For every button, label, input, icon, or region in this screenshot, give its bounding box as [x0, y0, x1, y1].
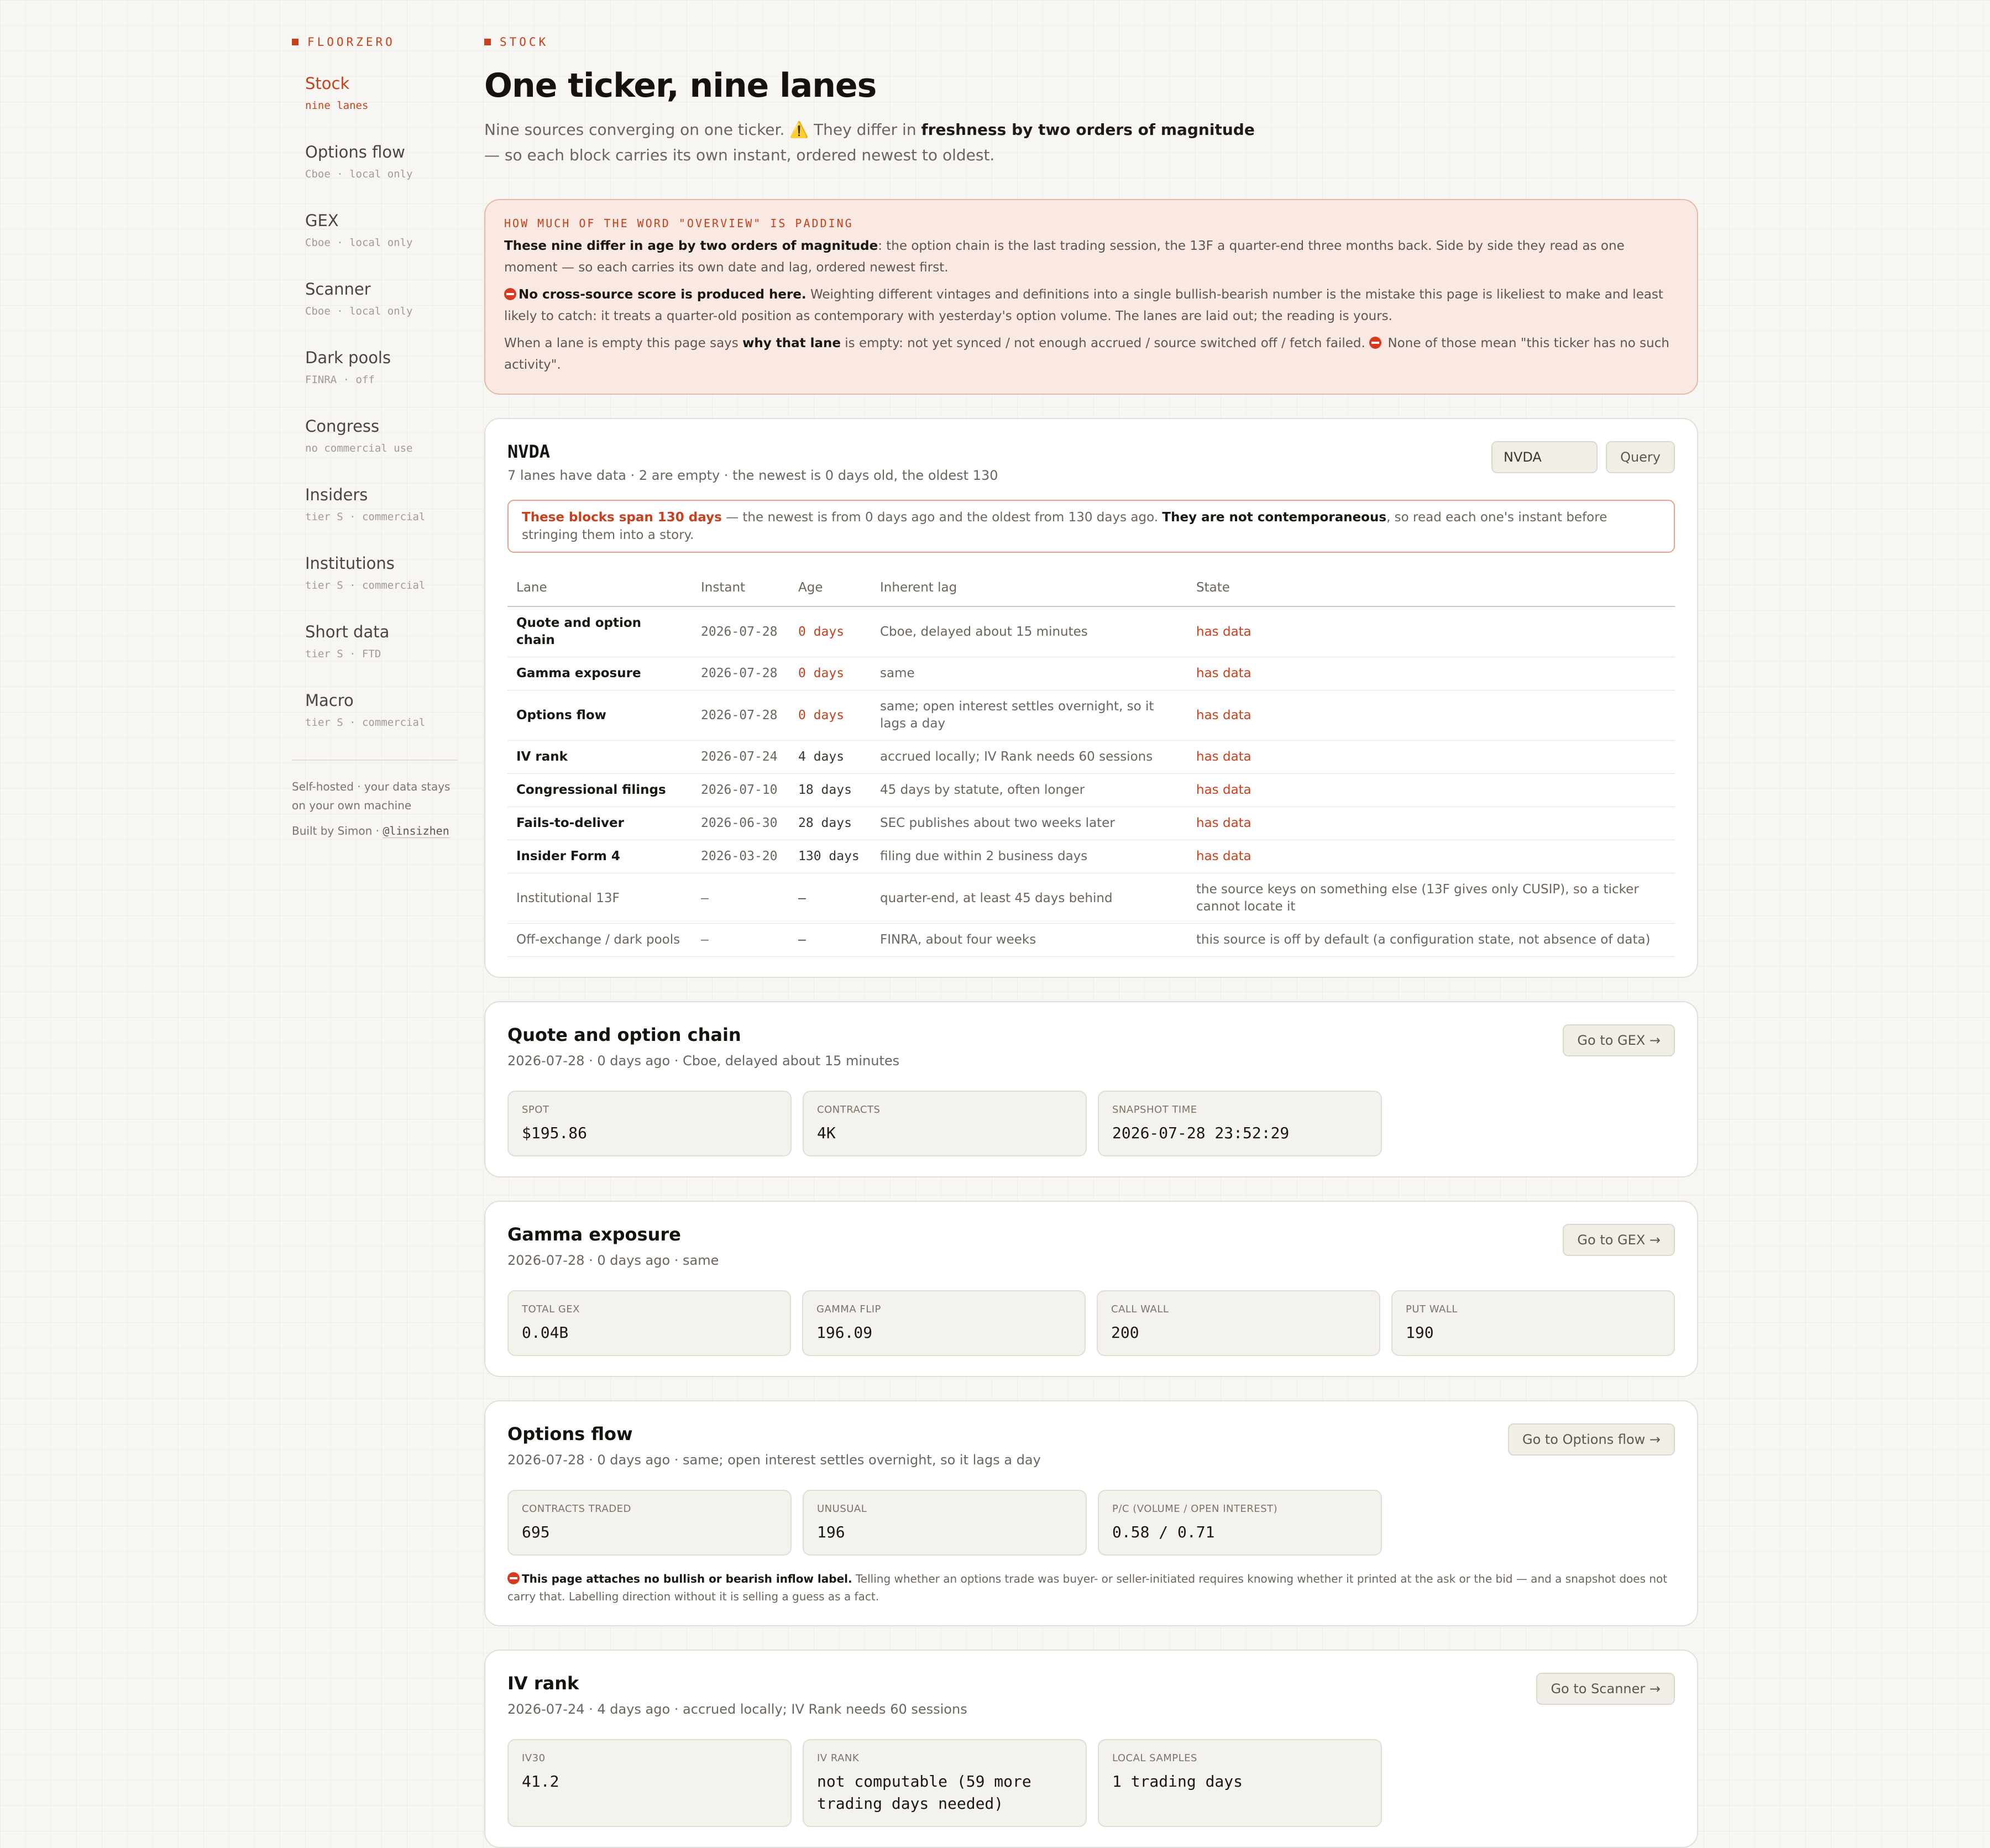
sidebar-item-sub: tier S · commercial	[305, 579, 426, 591]
built-by	[292, 821, 458, 840]
lane-instant: —	[692, 873, 789, 924]
lane-state: this source is off by default (a configuration state, not absence of data)	[1187, 924, 1675, 957]
callout-heading: HOW MUCH OF THE WORD "OVERVIEW" IS PADDING	[504, 217, 853, 230]
stat-value: 200	[1111, 1323, 1139, 1342]
sidebar-item-label: GEX	[305, 211, 339, 230]
quote-card	[484, 1001, 1698, 1177]
lane-lag: FINRA, about four weeks	[871, 924, 1187, 957]
card-title: Options flow	[507, 1423, 633, 1444]
lane-age: 28 days	[789, 807, 871, 840]
stat-value: not computable (59 more trading days needed)	[817, 1772, 1031, 1813]
table-row[interactable]	[507, 873, 1675, 924]
stat-label: PUT WALL	[1406, 1303, 1458, 1315]
lane-state: has data	[1187, 741, 1675, 774]
main-content	[484, 35, 1698, 1848]
callout-text: None of those mean "this ticker has no such activity".	[504, 336, 1669, 372]
sidebar-item-sub: tier S · commercial	[305, 716, 426, 729]
stat-contracts-traded	[507, 1490, 792, 1556]
lane-name: Fails-to-deliver	[507, 807, 692, 840]
sidebar-item-sub: tier S · FTD	[305, 648, 381, 660]
sidebar-item-insiders[interactable]	[305, 485, 458, 554]
stat-value: 41.2	[522, 1772, 559, 1791]
sidebar-item-sub: Cboe · local only	[305, 168, 413, 180]
stat-label: GAMMA FLIP	[816, 1303, 881, 1315]
stat-row	[507, 1091, 1675, 1156]
lane-age: 0 days	[789, 690, 871, 741]
callout-emphasis: No cross-source score is produced here.	[519, 287, 807, 302]
sidebar-item-label: Options flow	[305, 143, 405, 161]
lane-lag: accrued locally; IV Rank needs 60 sessions	[871, 741, 1187, 774]
card-title: Quote and option chain	[507, 1024, 741, 1045]
go-to-scanner-button[interactable]: Go to Scanner →	[1536, 1673, 1675, 1705]
card-subtitle: 2026-07-28 · 0 days ago · same; open interest settles overnight, so it lags a day	[507, 1452, 1041, 1468]
column-header-age: Age	[789, 569, 871, 606]
column-header-instant: Instant	[692, 569, 789, 606]
lane-instant: 2026-07-10	[692, 774, 789, 807]
self-hosted-note: Self-hosted · your data stays on your own machine	[292, 780, 451, 812]
stat-put-call-ratio	[1098, 1490, 1382, 1556]
sidebar-item-sub: no commercial use	[305, 442, 413, 454]
stat-row	[507, 1739, 1675, 1827]
lane-lag: filing due within 2 business days	[871, 840, 1187, 873]
card-subtitle: 2026-07-28 · 0 days ago · same	[507, 1253, 719, 1268]
no-entry-icon	[507, 1572, 520, 1584]
lede-text: They differ in	[809, 121, 921, 139]
stat-value: 196.09	[816, 1323, 873, 1342]
sidebar-item-label: Stock	[305, 74, 350, 93]
stat-local-samples	[1098, 1739, 1382, 1827]
stat-value: 190	[1406, 1323, 1434, 1342]
lane-age: 0 days	[789, 657, 871, 690]
stat-label: SNAPSHOT TIME	[1112, 1104, 1197, 1116]
card-title: IV rank	[507, 1673, 579, 1694]
lane-name: Gamma exposure	[507, 657, 692, 690]
table-row[interactable]	[507, 741, 1675, 774]
warning-icon: ⚠️	[789, 121, 809, 139]
ticker-input[interactable]	[1491, 441, 1598, 473]
sidebar-item-label: Short data	[305, 622, 390, 641]
lane-instant: 2026-06-30	[692, 807, 789, 840]
query-button[interactable]: Query	[1606, 441, 1675, 473]
card-subtitle: 2026-07-24 · 4 days ago · accrued locally; IV Rank needs 60 sessions	[507, 1702, 967, 1717]
card-subtitle: 2026-07-28 · 0 days ago · Cboe, delayed about 15 minutes	[507, 1053, 900, 1069]
stat-unusual	[803, 1490, 1087, 1556]
lane-age: —	[789, 924, 871, 957]
stat-label: CALL WALL	[1111, 1303, 1169, 1315]
gamma-exposure-card	[484, 1201, 1698, 1377]
lane-age: 130 days	[789, 840, 871, 873]
card-title: Gamma exposure	[507, 1224, 681, 1245]
stat-label: UNUSUAL	[817, 1503, 867, 1515]
lane-name: Congressional filings	[507, 774, 692, 807]
stat-label: LOCAL SAMPLES	[1112, 1752, 1197, 1764]
sidebar-item-sub: tier S · commercial	[305, 511, 426, 523]
column-header-lag: Inherent lag	[871, 569, 1187, 606]
span-warning-emphasis: They are not contemporaneous	[1162, 510, 1387, 525]
sidebar-item-label: Institutions	[305, 554, 395, 573]
flow-disclaimer	[507, 1570, 1675, 1605]
sidebar-divider	[292, 760, 458, 761]
stat-label: CONTRACTS	[817, 1104, 881, 1116]
go-to-gex-button[interactable]: Go to GEX →	[1563, 1224, 1675, 1256]
stat-put-wall	[1391, 1290, 1675, 1356]
lane-state: has data	[1187, 606, 1675, 657]
callout-text: When a lane is empty this page says	[504, 336, 743, 350]
lane-lag: same	[871, 657, 1187, 690]
overview-callout	[484, 199, 1698, 395]
sidebar-item-short-data[interactable]	[305, 622, 458, 691]
sidebar-item-institutions[interactable]	[305, 554, 458, 622]
table-row[interactable]	[507, 924, 1675, 957]
lane-age: 18 days	[789, 774, 871, 807]
stat-value: 196	[817, 1523, 845, 1541]
stat-label: TOTAL GEX	[522, 1303, 580, 1315]
callout-text: : the option chain is the last trading session, the 13F a quarter-end three months back. Side by side they read as one moment — so each carries its own date and lag, ordered newest first.	[504, 239, 1625, 275]
sidebar-item-sub: Cboe · local only	[305, 305, 413, 317]
lane-state: has data	[1187, 690, 1675, 741]
span-warning-text: — the newest is from 0 days ago and the oldest from 130 days ago.	[721, 510, 1162, 525]
stat-row	[507, 1490, 1675, 1556]
sidebar	[292, 35, 458, 840]
sidebar-item-scanner[interactable]	[305, 280, 458, 348]
lane-lag: Cboe, delayed about 15 minutes	[871, 606, 1187, 657]
lane-name: Insider Form 4	[507, 840, 692, 873]
callout-emphasis: why that lane	[742, 336, 841, 350]
table-row[interactable]	[507, 606, 1675, 657]
span-warning-highlight: These blocks span 130 days	[522, 510, 722, 525]
table-row[interactable]	[507, 840, 1675, 873]
flow-disclaimer-text: Telling whether an options trade was buyer- or seller-initiated requires knowing whether it printed at the ask or the bid — and a snapshot does not carry that. Labelling direction without it is selling a guess as a fact.	[507, 1572, 1668, 1603]
lane-name: Off-exchange / dark pools	[507, 924, 692, 957]
lane-instant: —	[692, 924, 789, 957]
lane-name: Institutional 13F	[507, 873, 692, 924]
sidebar-item-congress[interactable]	[305, 417, 458, 485]
lede-emphasis: freshness by two orders of magnitude	[921, 121, 1255, 139]
stat-snapshot-time	[1098, 1091, 1382, 1156]
lede-text: Nine sources converging on one ticker.	[484, 121, 790, 139]
column-header-state: State	[1187, 569, 1675, 606]
table-row[interactable]	[507, 657, 1675, 690]
lane-age: 4 days	[789, 741, 871, 774]
sidebar-item-label: Macro	[305, 691, 354, 710]
stat-gamma-flip	[802, 1290, 1086, 1356]
stat-value: 2026-07-28 23:52:29	[1112, 1124, 1290, 1142]
stat-contracts	[803, 1091, 1087, 1156]
stat-total-gex	[507, 1290, 791, 1356]
lane-instant: 2026-07-28	[692, 657, 789, 690]
sidebar-item-stock[interactable]	[305, 74, 458, 143]
ticker-summary: 7 lanes have data · 2 are empty · the newest is 0 days old, the oldest 130	[507, 468, 998, 483]
lane-state: the source keys on something else (13F gives only CUSIP), so a ticker cannot locate it	[1187, 873, 1675, 924]
stat-value: $195.86	[522, 1124, 588, 1142]
lane-state: has data	[1187, 774, 1675, 807]
stat-label: P/C (VOLUME / OPEN INTEREST)	[1112, 1503, 1278, 1515]
brand-square-icon	[292, 39, 298, 45]
callout-text: Weighting different vintages and definitions into a single bullish-bearish number is the mistake this page is likeliest to make and least likely to catch: it treats a quarter-old position as contemporary with yesterday's option volume. The lanes are laid out; the reading is yours.	[504, 287, 1663, 323]
callout-text: is empty: not yet synced / not enough accrued / source switched off / fetch failed.	[840, 336, 1370, 350]
lane-age: 0 days	[789, 606, 871, 657]
brand-name: FLOORZERO	[307, 35, 395, 49]
lane-instant: 2026-07-28	[692, 690, 789, 741]
lane-lag: 45 days by statute, often longer	[871, 774, 1187, 807]
ticker-overview-card	[484, 418, 1698, 978]
page-kicker	[484, 35, 1698, 49]
kicker-square-icon	[484, 39, 491, 45]
lane-lag: quarter-end, at least 45 days behind	[871, 873, 1187, 924]
sidebar-item-label: Dark pools	[305, 348, 391, 367]
lane-instant: 2026-03-20	[692, 840, 789, 873]
sidebar-item-dark-pools[interactable]	[305, 348, 458, 417]
span-warning-text: , so read each one's instant before stringing them into a story.	[522, 510, 1607, 542]
iv-rank-card	[484, 1650, 1698, 1848]
stat-value: 4K	[817, 1124, 836, 1142]
span-warning	[507, 500, 1675, 553]
options-flow-card	[484, 1400, 1698, 1626]
lane-state: has data	[1187, 840, 1675, 873]
lede-text: — so each block carries its own instant, ordered newest to oldest.	[484, 146, 995, 164]
go-to-options-flow-button[interactable]: Go to Options flow →	[1508, 1423, 1675, 1456]
lane-name: Options flow	[507, 690, 692, 741]
brand[interactable]	[292, 35, 458, 49]
ticker-symbol: NVDA	[507, 441, 551, 462]
sidebar-item-sub: FINRA · off	[305, 374, 375, 386]
no-entry-icon	[504, 288, 516, 300]
callout-paragraph	[504, 235, 1679, 279]
stat-value: 0.58 / 0.71	[1112, 1523, 1215, 1541]
stat-iv30	[507, 1739, 792, 1827]
callout-paragraph	[504, 284, 1679, 327]
lane-name: IV rank	[507, 741, 692, 774]
lane-state: has data	[1187, 657, 1675, 690]
stat-label: SPOT	[522, 1104, 549, 1116]
lanes-table	[507, 569, 1675, 957]
sidebar-footer	[292, 777, 458, 840]
sidebar-item-label: Congress	[305, 417, 380, 436]
lane-lag: SEC publishes about two weeks later	[871, 807, 1187, 840]
stat-value: 695	[522, 1523, 550, 1541]
callout-emphasis: These nine differ in age by two orders of magnitude	[504, 239, 878, 253]
lane-name: Quote and option chain	[507, 606, 692, 657]
sidebar-item-label: Scanner	[305, 280, 371, 299]
lane-state: has data	[1187, 807, 1675, 840]
sidebar-item-sub: nine lanes	[305, 100, 369, 112]
stat-label: IV30	[522, 1752, 546, 1764]
stat-value: 0.04B	[522, 1323, 569, 1342]
sidebar-item-label: Insiders	[305, 485, 368, 504]
lane-instant: 2026-07-28	[692, 606, 789, 657]
page-lede	[484, 117, 1258, 168]
sidebar-item-sub: Cboe · local only	[305, 237, 413, 249]
lane-age: —	[789, 873, 871, 924]
no-entry-icon	[1369, 337, 1381, 349]
lane-instant: 2026-07-24	[692, 741, 789, 774]
table-header-row	[507, 569, 1675, 606]
sidebar-item-macro[interactable]	[305, 691, 458, 744]
stat-label: CONTRACTS TRADED	[522, 1503, 631, 1515]
callout-paragraph	[504, 333, 1679, 376]
stat-label: IV RANK	[817, 1752, 860, 1764]
table-row[interactable]	[507, 774, 1675, 807]
sidebar-item-options-flow[interactable]	[305, 143, 458, 211]
table-row[interactable]	[507, 690, 1675, 741]
stat-spot	[507, 1091, 792, 1156]
flow-disclaimer-emphasis: This page attaches no bullish or bearish inflow label.	[522, 1572, 852, 1585]
built-by-text: Built by Simon ·	[292, 824, 383, 837]
table-row[interactable]	[507, 807, 1675, 840]
stat-row	[507, 1290, 1675, 1356]
stat-value: 1 trading days	[1112, 1772, 1243, 1791]
page-title: One ticker, nine lanes	[484, 66, 877, 105]
stat-call-wall	[1097, 1290, 1380, 1356]
author-handle-link[interactable]: @linsizhen	[383, 824, 449, 837]
sidebar-nav	[305, 74, 458, 744]
column-header-lane: Lane	[507, 569, 692, 606]
go-to-gex-button[interactable]: Go to GEX →	[1563, 1024, 1675, 1056]
sidebar-item-gex[interactable]	[305, 211, 458, 280]
kicker-text: STOCK	[500, 35, 549, 49]
lane-lag: same; open interest settles overnight, so it lags a day	[871, 690, 1187, 741]
stat-iv-rank	[803, 1739, 1087, 1827]
